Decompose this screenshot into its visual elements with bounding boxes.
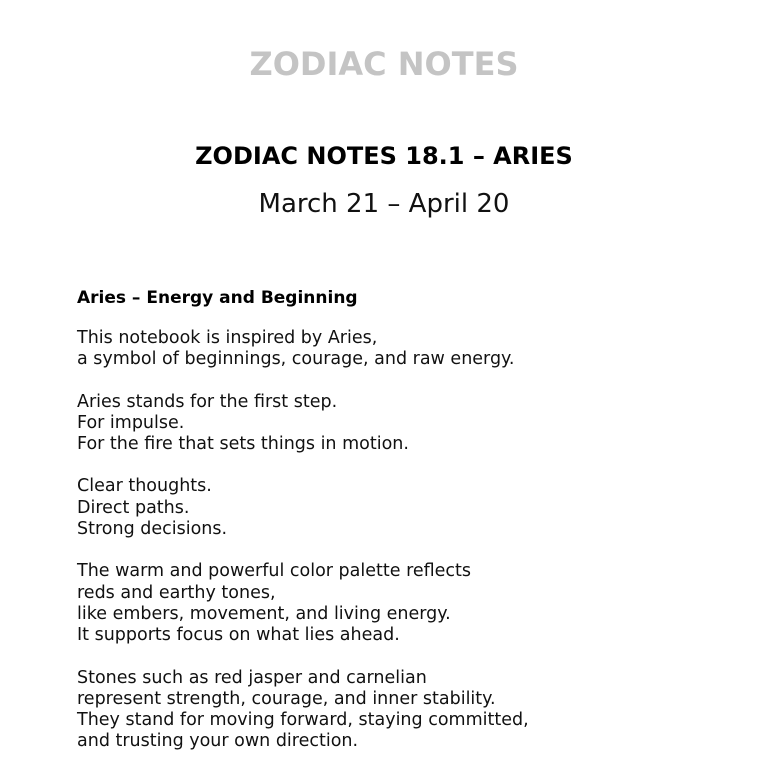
body-content xyxy=(77,286,737,768)
paragraph-color-palette xyxy=(77,561,737,646)
paragraph-first-step xyxy=(77,392,737,456)
paragraph-line: Clear thoughts. xyxy=(77,476,212,497)
paragraph-line: This notebook is inspired by Aries, xyxy=(77,328,378,348)
paragraph-line: Aries stands for the first step. xyxy=(77,391,338,412)
paragraph-intro xyxy=(77,328,737,371)
page-title: ZODIAC NOTES 18.1 – ARIES xyxy=(195,142,573,170)
brand-title: ZODIAC NOTES xyxy=(249,45,519,83)
paragraph-line: Stones such as red jasper and carnelian xyxy=(77,667,427,688)
paragraph-line: a symbol of beginnings, courage, and raw energy. xyxy=(77,349,515,370)
date-range: March 21 – April 20 xyxy=(258,189,510,219)
paragraph-line: The warm and powerful color palette reflects xyxy=(77,561,472,582)
paragraph-line: and trusting your own direction. xyxy=(77,731,359,752)
section-heading: Aries – Energy and Beginning xyxy=(77,288,358,308)
paragraph-line: For the fire that sets things in motion. xyxy=(77,434,409,455)
paragraph-line: like embers, movement, and living energy. xyxy=(77,603,451,624)
paragraph-line: represent strength, courage, and inner stability. xyxy=(77,688,496,709)
paragraph-clarity xyxy=(77,476,737,540)
paragraph-line: For impulse. xyxy=(77,412,185,433)
paragraph-line: They stand for moving forward, staying committed, xyxy=(77,710,529,731)
paragraph-line: It supports focus on what lies ahead. xyxy=(77,625,400,646)
paragraph-line: Strong decisions. xyxy=(77,519,228,540)
paragraph-line: reds and earthy tones, xyxy=(77,582,276,603)
paragraph-stones xyxy=(77,668,737,753)
paragraph-line: Direct paths. xyxy=(77,497,190,518)
